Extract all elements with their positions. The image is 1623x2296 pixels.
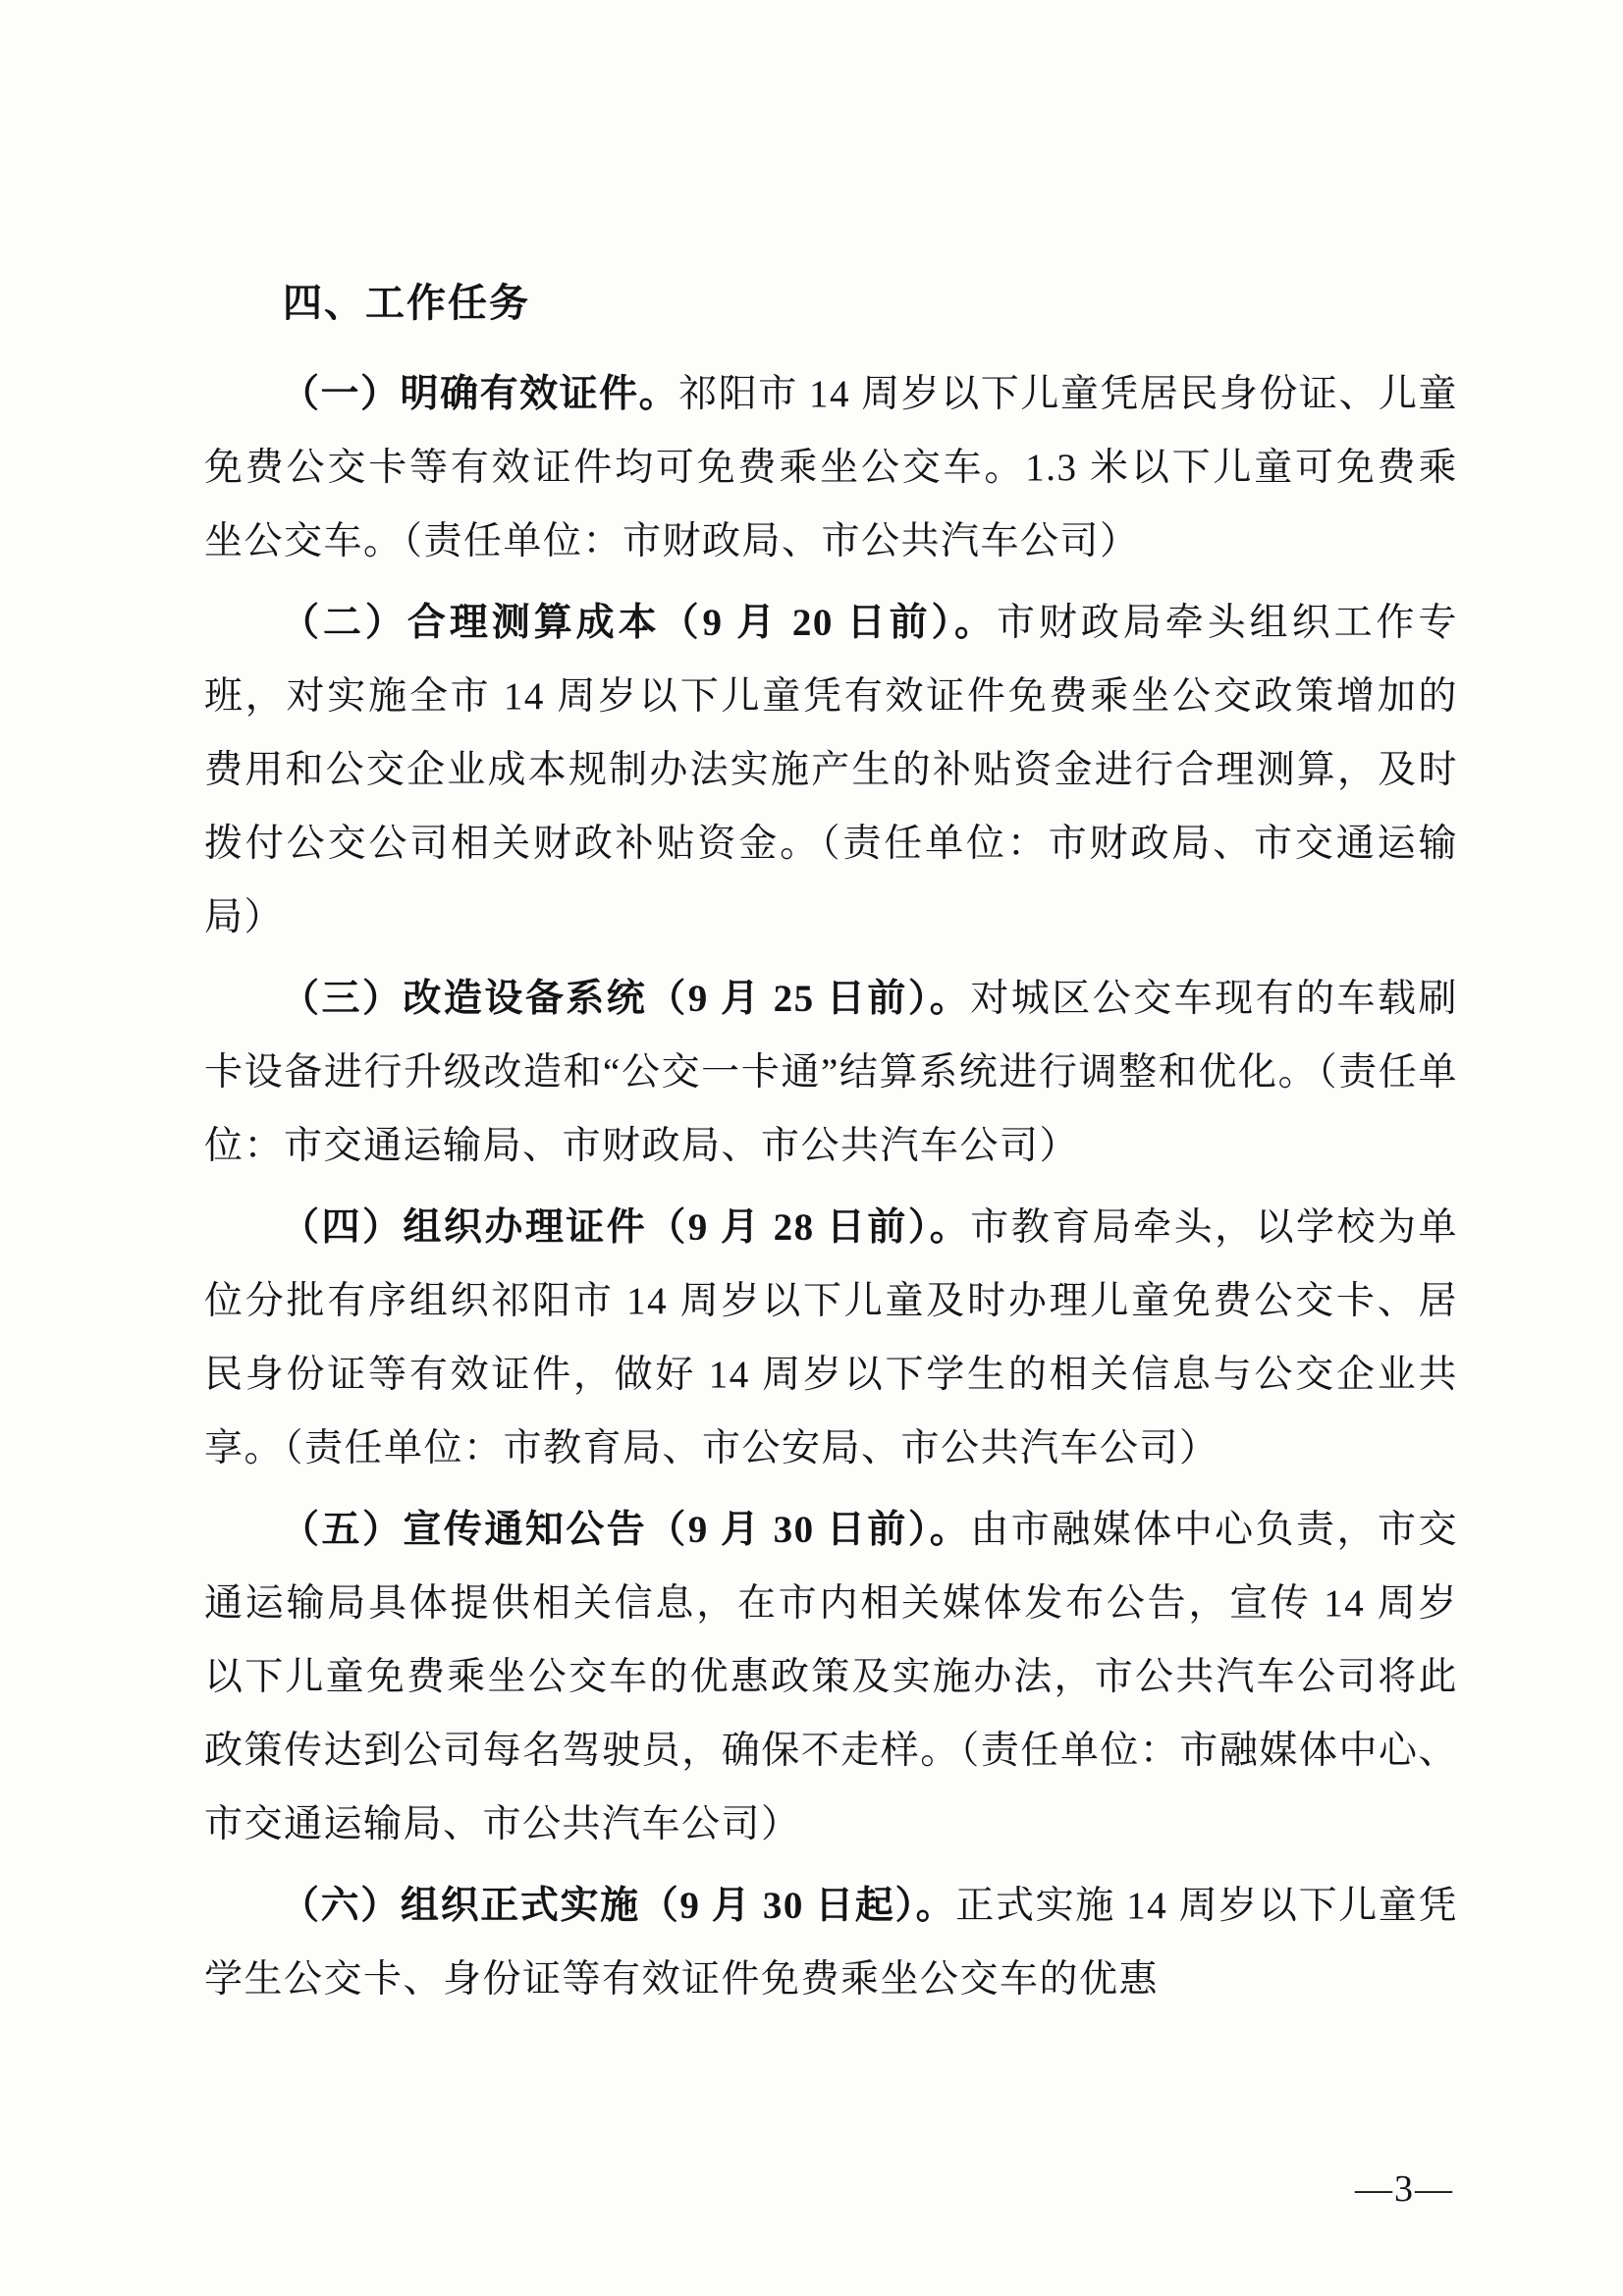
paragraph-4 bbox=[204, 1191, 1458, 1485]
paragraph-6-body: 正式实施 14 周岁以下儿童凭学生公交卡、身份证等有效证件免费乘坐公交车的优惠 bbox=[204, 1885, 1458, 2001]
paragraph-3-body: 对城区公交车现有的车载刷卡设备进行升级改造和“公交一卡通”结算系统进行调整和优化。（责任单位：市交通运输局、市财政局、市公共汽车公司） bbox=[204, 978, 1458, 1167]
paragraph-2 bbox=[204, 586, 1458, 954]
document-content bbox=[204, 267, 1458, 2024]
paragraph-5-body: 由市融媒体中心负责，市交通运输局具体提供相关信息，在市内相关媒体发布公告，宣传 14 周岁以下儿童免费乘坐公交车的优惠政策及实施办法，市公共汽车公司将此政策传达到公司每名驾驶员，确保不走样。（责任单位：市融媒体中心、市交通运输局、市公共汽车公司） bbox=[204, 1509, 1458, 1845]
paragraph-4-body: 市教育局牵头，以学校为单位分批有序组织祁阳市 14 周岁以下儿童及时办理儿童免费公交卡、居民身份证等有效证件，做好 14 周岁以下学生的相关信息与公交企业共享。（责任单位：市教育局、市公安局、市公共汽车公司） bbox=[204, 1206, 1458, 1469]
section-heading: 四、工作任务 bbox=[283, 281, 530, 325]
paragraph-3 bbox=[204, 962, 1458, 1183]
paragraph-1-lead: （一）明确有效证件。 bbox=[281, 373, 679, 415]
page-number: —3— bbox=[1355, 2168, 1454, 2210]
paragraph-2-lead: （二）合理测算成本（9 月 20 日前）。 bbox=[281, 602, 997, 644]
paragraph-6 bbox=[204, 1869, 1458, 2016]
paragraph-6-lead: （六）组织正式实施（9 月 30 日起）。 bbox=[281, 1885, 956, 1927]
paragraph-3-lead: （三）改造设备系统（9 月 25 日前）。 bbox=[281, 978, 971, 1020]
paragraph-5-lead: （五）宣传通知公告（9 月 30 日前）。 bbox=[281, 1509, 971, 1551]
paragraph-2-body: 市财政局牵头组织工作专班，对实施全市 14 周岁以下儿童凭有效证件免费乘坐公交政策增加的费用和公交企业成本规制办法实施产生的补贴资金进行合理测算，及时拨付公交公司相关财政补贴资金。（责任单位：市财政局、市交通运输局） bbox=[204, 602, 1458, 938]
paragraph-1-body: 祁阳市 14 周岁以下儿童凭居民身份证、儿童免费公交卡等有效证件均可免费乘坐公交车。1.3 米以下儿童可免费乘坐公交车。（责任单位：市财政局、市公共汽车公司） bbox=[204, 373, 1458, 562]
paragraph-5 bbox=[204, 1493, 1458, 1861]
paragraph-4-lead: （四）组织办理证件（9 月 28 日前）。 bbox=[281, 1206, 971, 1249]
paragraph-1 bbox=[204, 357, 1458, 578]
